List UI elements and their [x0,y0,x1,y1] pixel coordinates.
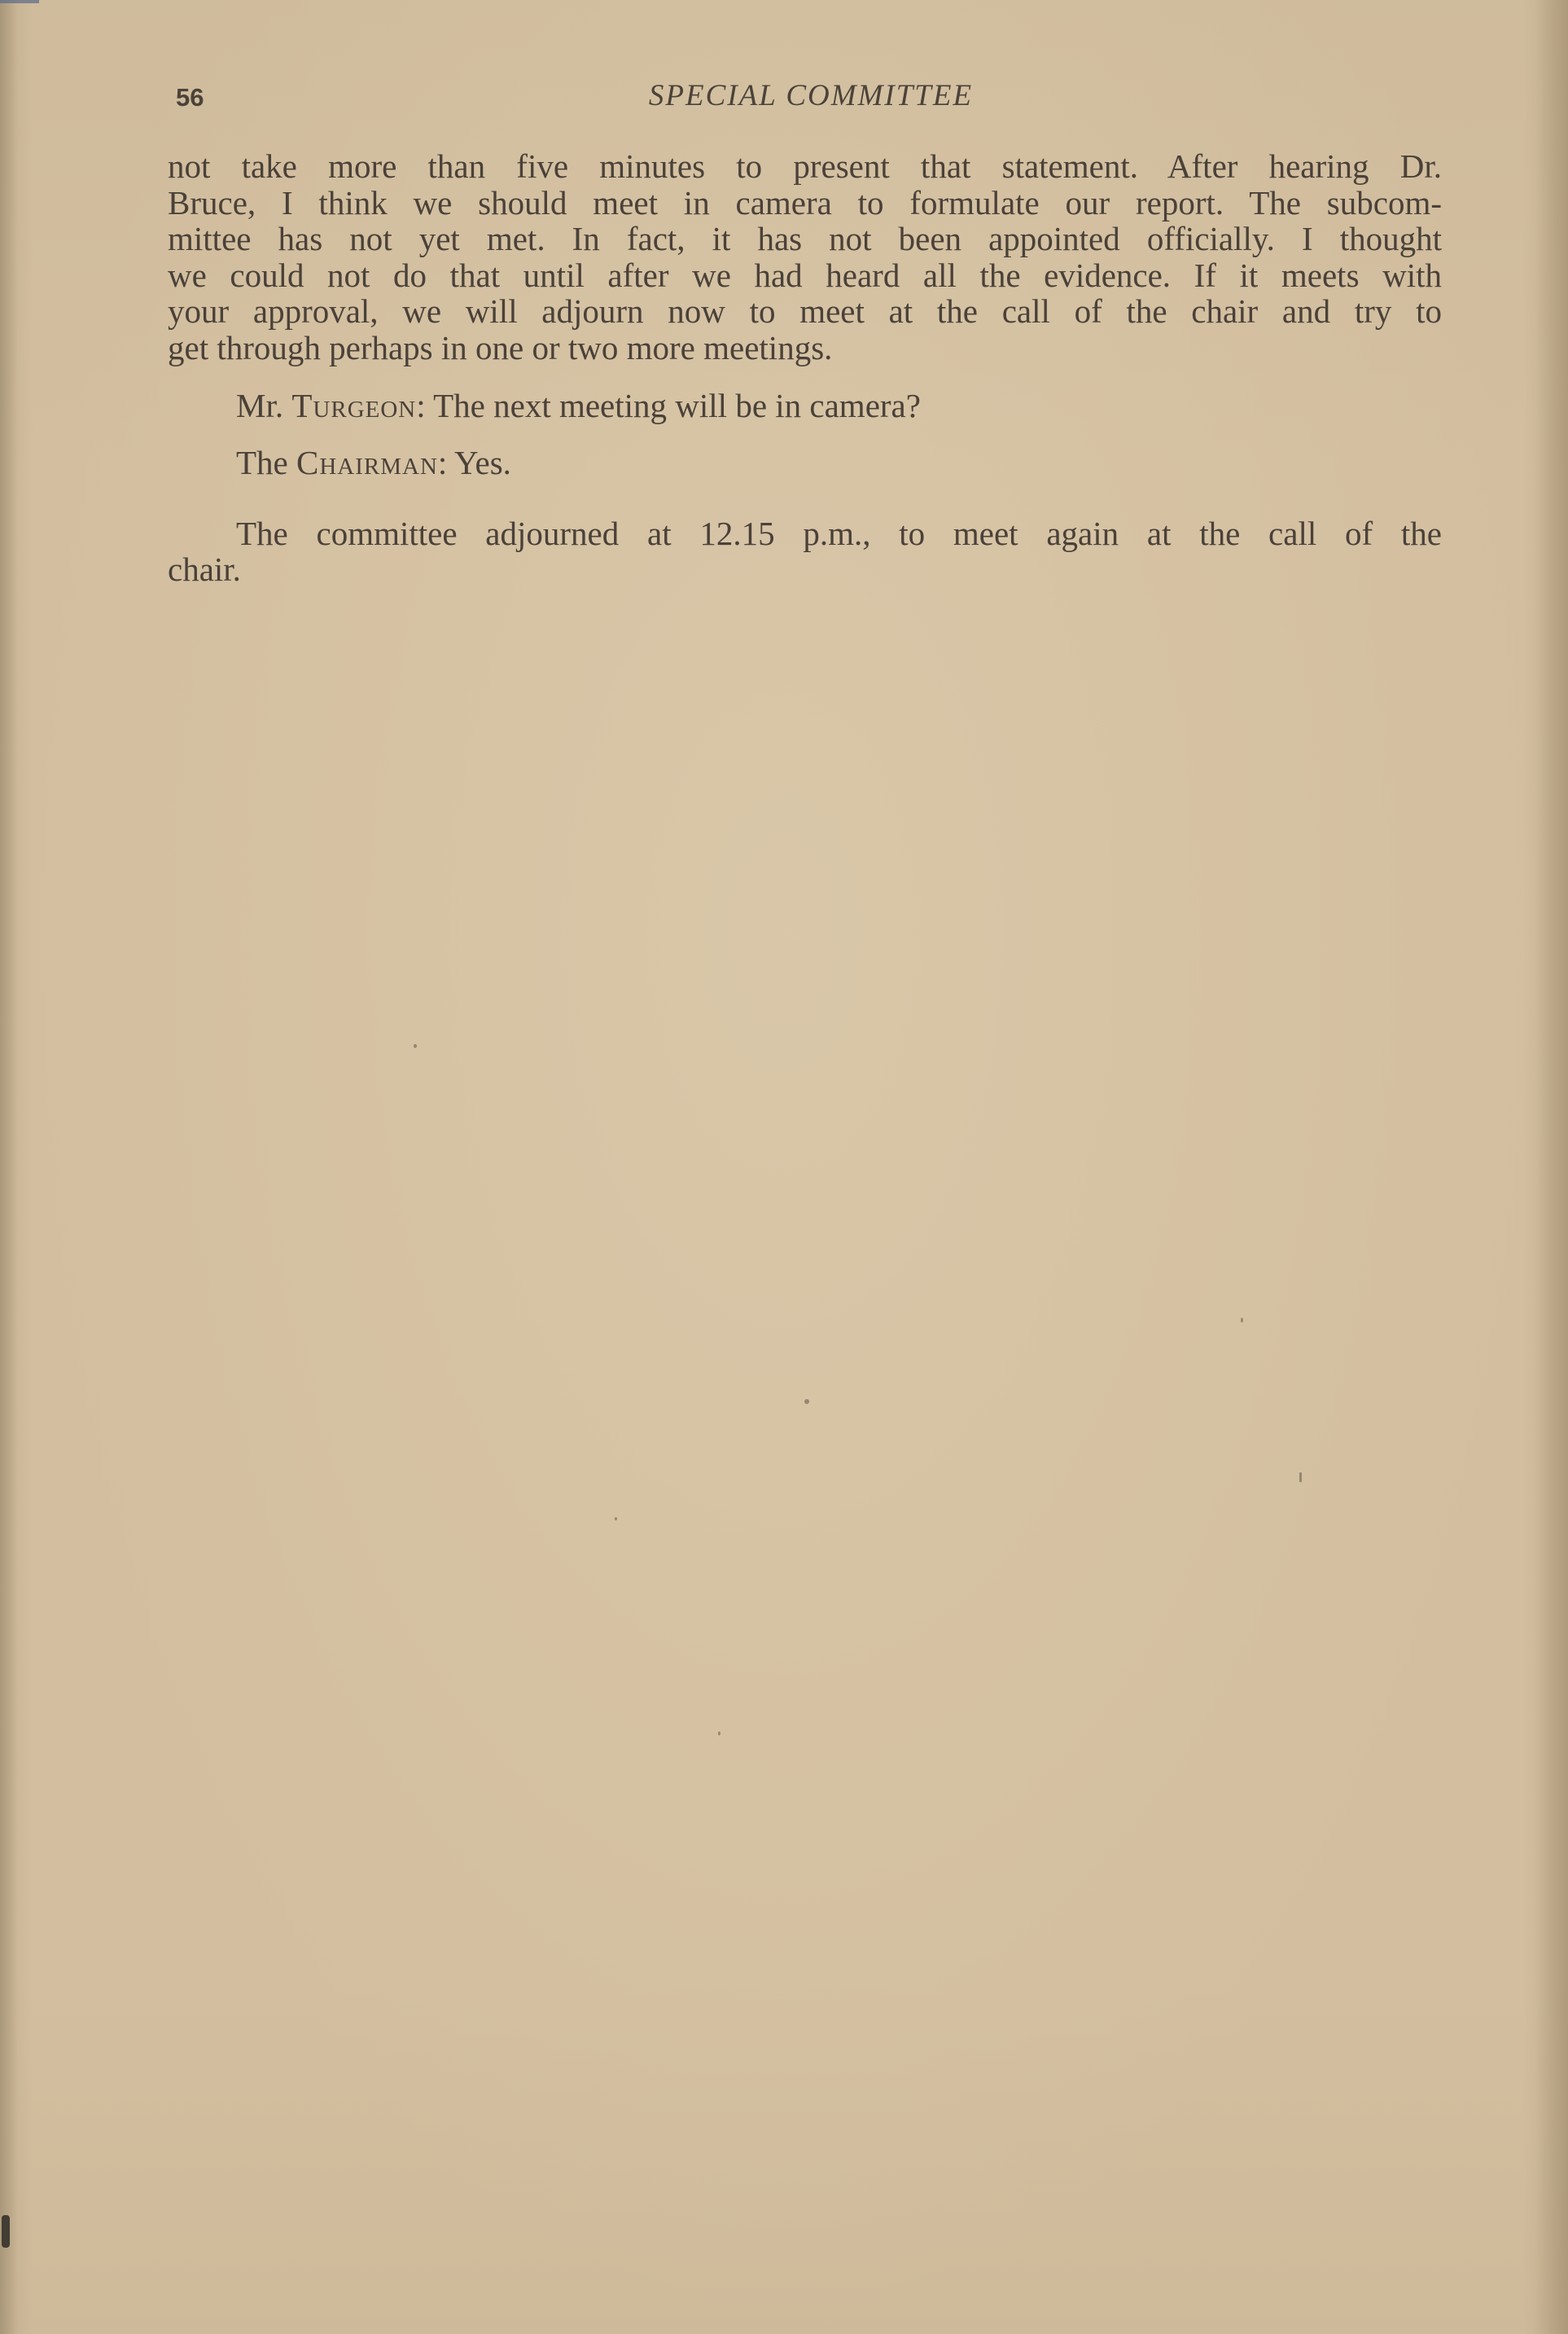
text-line: we could not do that until after we had heard all the evidence. If it meets with [168,256,1442,294]
page-left-edge [0,0,18,2334]
paper-speck [718,1731,720,1735]
paragraph-adjournment [168,515,1442,588]
page-number: 56 [176,83,204,112]
page-right-edge [1535,0,1568,2334]
speech-prefix: The [236,444,296,482]
speaker-name: Turgeon [291,386,417,424]
speech-turgeon [168,388,1442,424]
paper-speck [1299,1472,1302,1482]
speech-text: : The next meeting will be in camera? [416,386,921,424]
text-line: your approval, we will adjourn now to meet at the call of the chair and try to [168,292,1442,331]
text-line: not take more than five minutes to present that statement. After hearing Dr. [168,147,1442,185]
corner-mark [0,0,39,3]
body-text [168,148,1442,588]
page-edge-mark [2,2215,10,2248]
paper-speck [615,1517,617,1520]
text-line: get through perhaps in one or two more meetings. [168,328,833,366]
page-header [176,78,1446,127]
paragraph-continuation [168,148,1442,366]
text-line: mittee has not yet met. In fact, it has not been appointed officially. I thought [168,220,1442,258]
paper-speck [804,1399,809,1404]
speaker-name: Chairman [296,444,438,482]
paper-speck [414,1044,417,1048]
speech-prefix: Mr. [236,386,292,424]
speech-chairman [168,445,1442,481]
speech-text: : Yes. [437,444,511,482]
paper-speck [1241,1318,1243,1323]
text-line: Bruce, I think we should meet in camera to formulate our report. The subcom- [168,183,1442,222]
text-line: The committee adjourned at 12.15 p.m., to meet again at the call of the [236,514,1442,552]
running-head: SPECIAL COMMITTEE [648,79,974,112]
text-line: chair. [168,551,241,589]
